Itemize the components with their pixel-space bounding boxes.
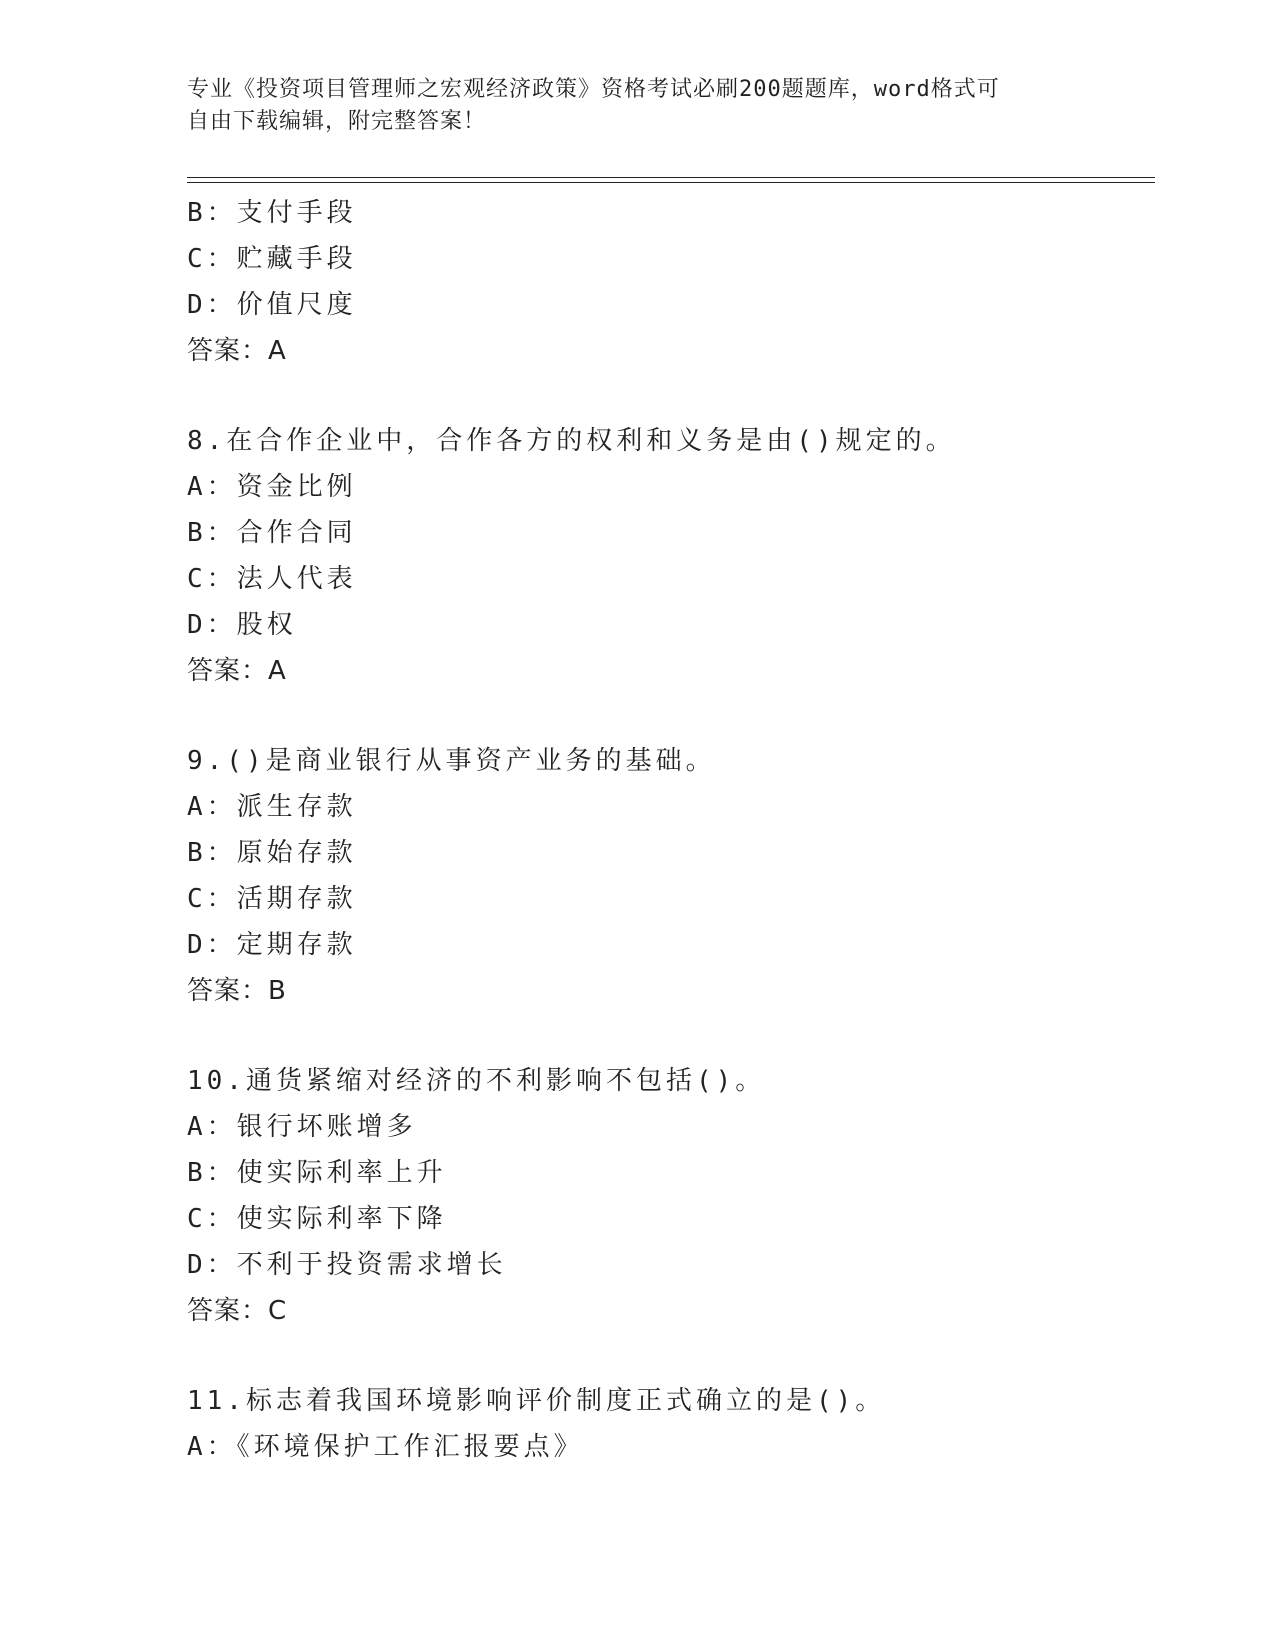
answer: 答案：A — [187, 656, 287, 686]
question-block-11 — [187, 1378, 1155, 1470]
document-header — [187, 74, 1087, 138]
header-line-2: 自由下载编辑，附完整答案！ — [187, 109, 487, 134]
option-a: A：资金比例 — [187, 472, 357, 502]
option-d: D：不利于投资需求增长 — [187, 1250, 507, 1280]
option-c: C：活期存款 — [187, 884, 357, 914]
option-d: D：定期存款 — [187, 930, 357, 960]
header-divider-top — [187, 177, 1155, 178]
question-text: 8.在合作企业中，合作各方的权利和义务是由()规定的。 — [187, 426, 956, 456]
question-block-9 — [187, 738, 1155, 1014]
answer: 答案：C — [187, 1296, 288, 1326]
option-b: B：合作合同 — [187, 518, 357, 548]
option-a: A：《环境保护工作汇报要点》 — [187, 1432, 584, 1462]
question-block-7-continued — [187, 190, 1155, 374]
question-text: 11.标志着我国环境影响评价制度正式确立的是()。 — [187, 1386, 886, 1416]
question-list — [187, 190, 1155, 1470]
option-c: C：贮藏手段 — [187, 244, 357, 274]
option-c: C：法人代表 — [187, 564, 357, 594]
option-d: D：股权 — [187, 610, 297, 640]
answer: 答案：B — [187, 976, 287, 1006]
option-a: A：银行坏账增多 — [187, 1112, 417, 1142]
question-text: 9.()是商业银行从事资产业务的基础。 — [187, 746, 716, 776]
question-text: 10.通货紧缩对经济的不利影响不包括()。 — [187, 1066, 766, 1096]
option-a: A：派生存款 — [187, 792, 357, 822]
option-b: B：支付手段 — [187, 198, 357, 228]
question-block-8 — [187, 418, 1155, 694]
option-b: B：原始存款 — [187, 838, 357, 868]
header-line-1: 专业《投资项目管理师之宏观经济政策》资格考试必刷200题题库，word格式可 — [187, 77, 1000, 102]
answer: 答案：A — [187, 336, 287, 366]
header-divider-bottom — [187, 182, 1155, 183]
option-d: D：价值尺度 — [187, 290, 357, 320]
option-b: B：使实际利率上升 — [187, 1158, 447, 1188]
question-block-10 — [187, 1058, 1155, 1334]
option-c: C：使实际利率下降 — [187, 1204, 447, 1234]
